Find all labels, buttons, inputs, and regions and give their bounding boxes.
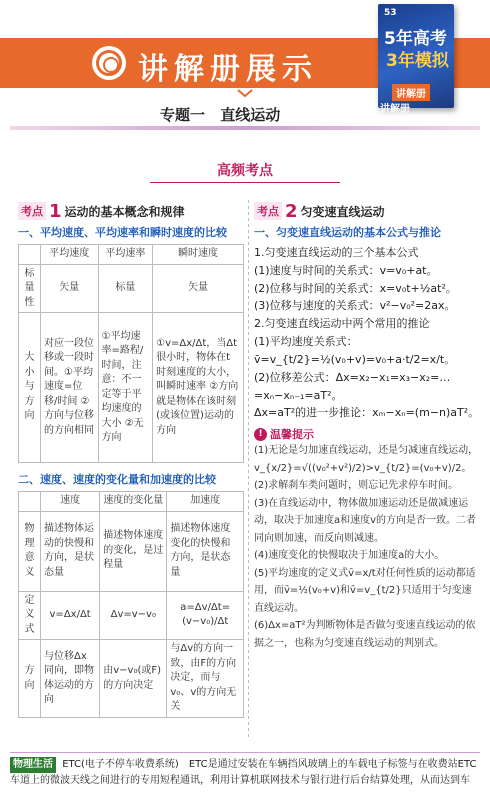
acceleration-comparison-table — [18, 491, 244, 718]
tip-item: (1)无论是匀加速直线运动，还是匀减速直线运动，v_{x/2}=√((v₀²+v²)/2)>v_{t/2}=(v₀+v)/2。 — [254, 445, 479, 474]
velocity-comparison-table — [18, 244, 244, 463]
table-cell: 对应一段位移或一段时间。①平均速度=位移/时间 ②方向与位移的方向相同 — [41, 313, 99, 463]
table-cell: 描述物体运动的快慢和方向，是状态量 — [41, 511, 100, 591]
point2-number: 2 — [285, 200, 298, 222]
point2-sub1: 一、匀变速直线运动的基本公式与推论 — [254, 226, 441, 239]
footer-note — [10, 752, 480, 789]
table-header: 瞬时速度 — [153, 245, 244, 265]
table-row — [19, 591, 244, 640]
book-title-line1: 5年高考 — [384, 29, 447, 49]
point1-heading — [18, 200, 246, 222]
formula-line: 1.匀变速直线运动的三个基本公式 — [254, 246, 419, 259]
topic-divider — [10, 126, 480, 130]
book-tag-2: 讲解册 — [380, 104, 410, 115]
book-brand: 53 — [384, 8, 397, 18]
table-cell: 与位移Δx同向，即物体运动的方向 — [41, 640, 100, 718]
table-cell: a=Δv/Δt=(v−v₀)/Δt — [167, 591, 244, 640]
row-header: 定义式 — [19, 591, 41, 640]
topic-label: 专题一 — [160, 106, 206, 124]
warning-icon: ! — [254, 428, 267, 441]
formula-list — [254, 244, 480, 422]
table-row — [19, 640, 244, 718]
point1-sub1: 一、平均速度、平均速率和瞬时速度的比较 — [18, 226, 227, 239]
point2-heading — [254, 200, 480, 222]
book-tag: 讲解册 — [392, 84, 430, 101]
table-cell: 与Δv的方向一致，由F的方向决定，而与v₀、v的方向无关 — [167, 640, 244, 718]
tip-heading — [254, 426, 480, 442]
book-cover — [378, 4, 454, 115]
table-cell: 描述物体速度变化的快慢和方向，是状态量 — [167, 511, 244, 591]
row-header: 物理意义 — [19, 511, 41, 591]
chevron-down-icon — [236, 88, 254, 100]
table-header: 速度的变化量 — [100, 492, 167, 512]
table-header: 加速度 — [167, 492, 244, 512]
table-row — [19, 264, 244, 313]
point2-column — [254, 200, 480, 652]
table-header: 平均速度 — [41, 245, 99, 265]
table-row — [19, 511, 244, 591]
table-row — [19, 313, 244, 463]
section-underline — [150, 182, 340, 183]
formula-line: (1)速度与时间的关系式：v=v₀+at。 — [254, 263, 438, 277]
tip-item: (2)求解刹车类问题时，则忘记先求停车时间。 — [254, 480, 459, 492]
table-cell: 描述物体速度的变化，是过程量 — [100, 511, 167, 591]
table-row — [19, 245, 244, 265]
table-cell: 标量 — [98, 264, 153, 313]
formula-line: (2)位移差公式：Δx=x₂−x₁=x₃−x₂=…=xₙ−xₙ₋₁=aT²。 — [254, 370, 451, 402]
footer-text: ETC(电子不停车收费系统) ETC是通过安装在车辆挡风玻璃上的车载电子标签与在收费站ETC车道上的微波天线之间进行的专用短程通讯，利用计算机联网技术与银行进行后台结算处理，从而达到车 — [10, 759, 477, 786]
table-cell: ①v=Δx/Δt，当Δt很小时，物体在t时刻速度的大小，叫瞬时速率 ②方向就是物体在该时刻(或该位置)运动的方向 — [153, 313, 244, 463]
formula-line: (2)位移与时间的关系式：x=v₀t+½at²。 — [254, 281, 457, 295]
formula-line: Δx=aT²的进一步推论：xₘ−xₙ=(m−n)aT²。 — [254, 406, 480, 420]
table-cell: 由v−v₀(或F)的方向决定 — [100, 640, 167, 718]
table-cell: Δv=v−v₀ — [100, 591, 167, 640]
tip-list — [254, 442, 480, 652]
tip-item: (3)在直线运动中，物体做加速运动还是做减速运动，取决于加速度a和速度v的方向是否一致。二者同向则加速，而反向则减速。 — [254, 497, 477, 544]
topic-name: 直线运动 — [220, 106, 281, 124]
table-header: 平均速率 — [98, 245, 153, 265]
point2-title: 匀变速直线运动 — [300, 204, 385, 219]
table-cell: v=Δx/Δt — [41, 591, 100, 640]
point1-badge: 考点 — [18, 202, 46, 220]
row-header: 大小与方向 — [19, 313, 41, 463]
book-title-line2: 3年模拟 — [386, 51, 449, 71]
tip-item: (6)Δx=aT²为判断物体是否做匀变速直线运动的依据之一，也称为匀变速直线运动的判别式。 — [254, 620, 476, 649]
formula-line: (1)平均速度关系式：v̄=v_{t/2}=½(v₀+v)=v₀+a·t/2=x/t。 — [254, 335, 456, 366]
table-header: 速度 — [41, 492, 100, 512]
formula-line: (3)位移与速度的关系式：v²−v₀²=2ax。 — [254, 299, 456, 313]
emblem-icon — [92, 46, 126, 80]
tip-item: (4)速度变化的快慢取决于加速度a的大小。 — [254, 550, 445, 562]
point1-number: 1 — [49, 200, 62, 222]
column-divider — [248, 200, 249, 740]
point1-column — [18, 200, 246, 718]
header-title: 讲解册展示 — [138, 52, 318, 87]
footer-badge: 物理生活 — [10, 757, 56, 773]
topic-title — [160, 104, 280, 125]
point2-badge: 考点 — [254, 202, 282, 220]
tip-item: (5)平均速度的定义式v̄=x/t对任何性质的运动都适用，而v̄=½(v₀+v)和v̄=v_{t/2}只适用于匀变速直线运动。 — [254, 567, 476, 614]
section-title: 高频考点 — [217, 163, 273, 179]
table-cell: ①平均速率=路程/时间，注意：不一定等于平均速度的大小 ②无方向 — [98, 313, 153, 463]
row-header: 方向 — [19, 640, 41, 718]
point1-title: 运动的基本概念和规律 — [64, 204, 185, 219]
point1-sub2: 二、速度、速度的变化量和加速度的比较 — [18, 473, 216, 486]
table-cell: 矢量 — [153, 264, 244, 313]
tip-label: 温馨提示 — [270, 428, 314, 442]
row-header: 标量性 — [19, 264, 41, 313]
table-row — [19, 492, 244, 512]
formula-line: 2.匀变速直线运动中两个常用的推论 — [254, 317, 430, 331]
table-cell: 矢量 — [41, 264, 99, 313]
